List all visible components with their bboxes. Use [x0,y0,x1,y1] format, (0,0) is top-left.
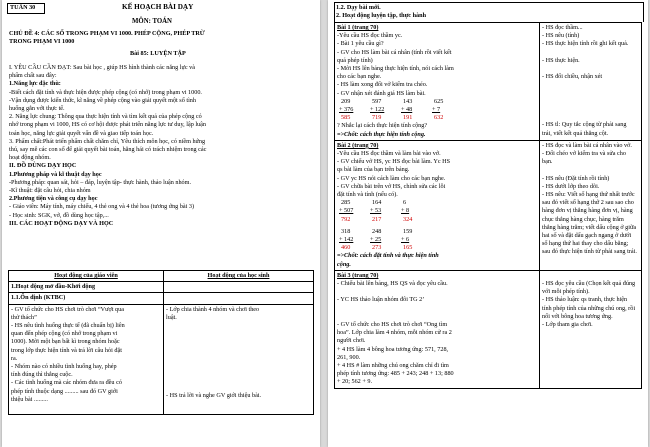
body-line: -Vận dụng được kiến thức, kĩ năng về phép cộng vào giải quyết một số tình [9,96,196,104]
body-line: thú, say mê các con số để giải quyết bài toán, hăng hái có trách nhiệm trong các [9,146,207,154]
student-line: luật. [166,313,177,321]
page-right [328,0,648,447]
text-line: - Nhóm nào có nhiều tình huống hay, phép [11,363,117,371]
page-left [2,0,320,447]
week-label: TUẦN 30 [10,4,36,11]
text-line: đặt tính và tính (nếu có). [337,191,398,199]
text-line: - Mời HS lên bảng thực hiện tính, nói cách làm [337,65,454,73]
calc-row: 209 597 143 625 [341,97,444,105]
text-line: - HS nêu: Viết số hạng thứ nhất trước [542,191,635,199]
body-line: II. ĐỒ DÙNG DẠY HỌC [9,162,77,170]
exercise-table [334,22,642,389]
body-line: 1.Phương pháp và kĩ thuật dạy học [9,170,102,178]
body-line: 3. Phẩm chất:Phát triển phẩm chất chăm chỉ, Yêu thích môn học, có niềm hứng [9,137,206,145]
text-line: sau đó viết số hạng thứ 2 sau sao cho [542,199,634,207]
text-line: qs bài làm của bạn trên bảng. [337,166,410,174]
calc-row: 318 248 159 [341,227,413,235]
text-line: người chơi. [337,337,366,345]
text-line [542,65,639,73]
body-line: -Biết cách đặt tính và thực hiện được phép cộng (có nhớ) trong phạm vi 1000. [9,88,202,96]
text-line: thử thách” [11,313,37,321]
doc-title: KẾ HOẠCH BÀI DẠY [122,3,194,11]
text-line: - Lớp tham gia chơi. [542,320,593,328]
col-teacher: Hoạt động của giáo viên [9,271,164,282]
body-line: - Học sinh: SGK, vở, đồ dùng học tập,... [9,211,109,219]
text-line: - HS nêu (Đặt tính rồi tính) [542,174,610,182]
text-line: sau đó thực hiện tính từ phải sang trái. [542,248,637,256]
body-line: 2. Năng lực chung: Thông qua thực hiện tính và tìm kết quả của phép cộng có [9,113,202,121]
body-line: 1.Năng lực đặc thù: [9,80,61,88]
lesson-title: Bài 85: LUYỆN TẬP [130,50,186,57]
text-line: - HS đọc yêu cầu (Chọn kết quả đúng [542,279,636,287]
exercise-2-title: Bài 2 (trang 70) [337,141,379,149]
text-line [337,305,537,313]
text-line: hai số và đặt dấu gạch ngang ở dưới [542,232,632,240]
body-line: -Phương pháp: quan sát, hỏi – đáp, luyện tập- thực hành, thảo luận nhóm. [9,178,191,186]
text-line: - GV yc HS nói cách làm cho các bạn nghe. [337,174,446,182]
text-line: chục thẳng hàng chục, hàng trăm [542,215,624,223]
text-line: - GV chiếu vở HS, yc HS đọc bài làm. Yc HS [337,158,451,166]
exercise-1-student: - HS đọc thầm... - HS nêu (tính) - HS thực hiện tính rồi ghi kết quả. - HS thực hiện. - HS đổi chiều, nhận xét - HS tl: Quy tắc cộng từ phải sang trái, viết kết quả thẳng cột. [540,23,642,141]
text-line: - HS làm xong đổi vở kiểm tra chéo. [337,81,428,89]
text-line: bạn. [542,158,553,166]
text-line: -Yêu cầu HS đọc thầm yc. [337,32,403,40]
body-line: - Giáo viên: Máy tính, máy chiếu, 4 thẻ ong và 4 thẻ hoa (tương ứng bài 3) [9,203,195,211]
week-box [7,3,45,14]
conclusion: =>Chốt: cách đặt tính và thực hiện tính [337,252,439,260]
head-box [334,2,644,22]
text-line: - HS đọc và làm bài cá nhân vào vở. [542,141,632,149]
exercise-1-title: Bài 1 (trang 70) [337,24,379,31]
conclusion: =>Chốt: cách thực hiện tính cộng. [337,130,426,138]
body-line: nhớ trong phạm vi 1000, HS có cơ hội được phát triển năng lực tư duy, lập luận [9,121,206,129]
calc-row: 285 164 6 [341,199,407,207]
text-line: - YC HS thảo luận nhóm đôi TG 2’ [337,296,425,304]
objectives-section [9,64,206,228]
row-subheading: 1.1.Ổn định (KTBC) [9,293,164,304]
chapter: CHỦ ĐỀ 4: CÁC SỐ TRONG PHẠM VI 1000. PHÉP CỘNG, PHÉP TRỪ [9,30,205,37]
text-line: - GV tổ chức cho HS chơi trò chơi “Ong tìm [337,321,448,329]
body-line: phẩm chất sau đây: [9,72,57,80]
text-line: 1000). Mời một bạn bất kì trong nhóm hoặc [11,338,120,346]
body-line: hoạt động nhóm. [9,154,51,162]
text-line: phép tính tương ứng: 485 + 243; 248 + 13; 880 [337,370,454,378]
teacher-activities [9,304,164,414]
text-line: tính đúng thì thắng cuộc. [11,371,73,379]
text-line: - Đổi chéo vở kiểm tra và sửa cho [542,150,626,158]
body-line: toán học, năng lực giải quyết vấn đề và giao tiếp toán học. [9,129,154,137]
calc-result-row: 585 719 191 632 [341,114,444,122]
subject: MÔN: TOÁN [132,18,172,25]
calc-row: + 507 + 53 + 8 [339,207,410,215]
text-line: - GV cho HS làm bài cá nhân (tính rồi viết kết [337,48,452,56]
calc-row: + 376 + 122 + 48 + 7 [339,106,441,114]
text-line [542,166,639,174]
body-line: -Kĩ thuật: đặt câu hỏi, chia nhóm [9,187,91,195]
text-line: - HS thực hiện tính rồi ghi kết quả. [542,40,629,48]
section-head: 1.2. Dạy bài mới. [336,4,381,11]
text-line: trong lớp thực hiện tính và trả lời câu hỏi đặt [11,346,122,354]
text-line: - GV nhận xét đánh giá HS làm bài. [337,89,426,97]
row-heading: 1.Hoạt động mở đầu-Khởi động [9,282,164,293]
body-line: I. YÊU CẦU CẦN ĐẠT: Sau bài học , giúp HS hình thành các năng lực và [9,64,196,71]
text-line [337,313,537,321]
text-line: - HS nêu tình huống thực tế (đã chuẩn bị) liên [11,322,125,330]
student-line: - HS trả lời và nghe GV giới thiệu bài. [166,392,262,400]
conclusion: cộng. [337,260,351,268]
text-line [542,49,639,57]
text-line: quan đến phép cộng (có nhớ trong phạm vi [11,330,118,338]
text-line: - GV tổ chức cho HS chơi trò chơi “Vượt qua [11,305,124,313]
chapter-line2: TRONG PHẠM VI 1000 [9,38,75,45]
text-line: -Yêu cầu HS đọc thầm và làm bài vào vở. [337,150,441,158]
text-line: cho các bạn nghe. [337,73,382,81]
exercise-2-student [540,140,642,270]
question: ? Nhắc lại cách thực hiện tính cộng? [337,122,428,130]
text-line: với mỗi phép tính). [542,288,590,296]
text-line: số hạng thứ hai thay cho dấu bằng; [542,240,629,248]
exercise-3-teacher [335,270,540,388]
text-line: phép tính thuộc dạng ......... sau đó GV giới [11,387,118,395]
text-line: quả phép tính) [337,56,373,64]
text-line: - Bài 1 yêu cầu gì? [337,40,384,48]
exercise-1-teacher [335,23,540,141]
text-line: + 4 HS # làm những chú ong chăm chỉ đi tìm [337,362,449,370]
col-student: Hoạt động của học sinh [164,271,314,282]
activity-table [8,270,314,415]
text-line: - HS đọc thầm... [542,24,583,31]
body-line: 2.Phương tiện và công cụ dạy học [9,195,98,203]
student-line: - Lớp chia thành 4 nhóm và chơi theo [166,305,260,313]
student-activities [164,304,314,414]
text-line: tính phép tính của những chú ong, rồi [542,304,636,312]
exercise-3-title: Bài 3 (trang 70) [337,271,379,279]
calc-result-row: 792 217 324 [341,215,413,223]
text-line: + 20; 562 + 9. [337,378,372,386]
text-line: - HS dưới lớp theo dõi. [542,182,600,190]
text-line: hoa”. Lớp chia làm 4 nhóm, mỗi nhóm cử ra 2 [337,329,452,337]
body-line: III. CÁC HOẠT ĐỘNG DẠY VÀ HỌC [9,219,114,227]
text-line: - GV chữa bài trên vở HS, chỉnh sửa các lỗi [337,182,446,190]
text-line: - Chiếu bài lên bảng, HS QS và đọc yêu cầu. [337,280,448,288]
section-head-2: 2. Hoạt động luyện tập, thực hành [336,12,427,19]
calc-result-row: 460 273 165 [341,244,413,252]
calc-row: + 142 + 25 + 6 [339,236,410,244]
text-line: nối với bông hoa tương ứng. [542,312,613,320]
text-line: 261, 900. [337,353,361,361]
exercise-2-teacher [335,140,540,270]
body-line: huống gắn với thực tế. [9,105,65,113]
exercise-3-student [540,270,642,388]
text-line: thẳng hàng trăm; viết dấu cộng ở giữa [542,223,637,231]
text-line: thiệu bài ......... [11,395,48,403]
text-line: - HS nêu (tính) [542,32,580,40]
text-line: - HS đổi chiều, nhận xét [542,73,603,81]
text-line: - Các tình huống mà các nhóm đưa ra đều có [11,379,122,387]
text-line: hàng đơn vị thẳng hàng đơn vị, hàng [542,207,633,215]
text-line [337,288,537,296]
text-line: - HS thảo luận: qs tranh, thực hiện [542,296,628,304]
text-line: ra. [11,354,18,362]
text-line: + 4 HS làm 4 bông hoa tương ứng: 571, 728, [337,345,449,353]
text-line: - HS thực hiện. [542,56,580,64]
